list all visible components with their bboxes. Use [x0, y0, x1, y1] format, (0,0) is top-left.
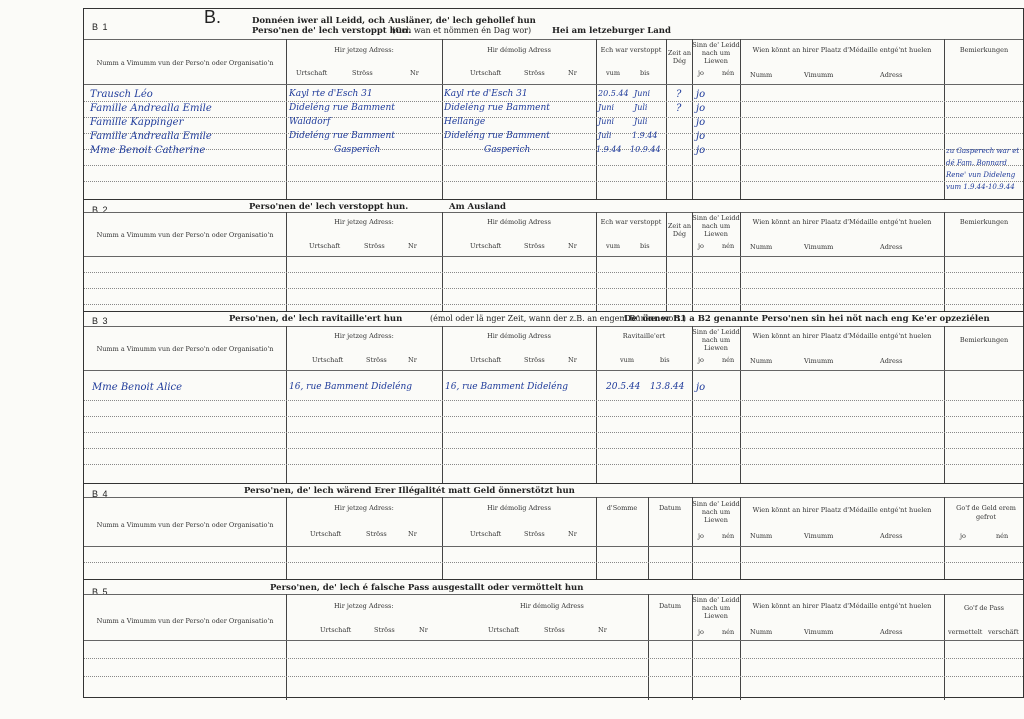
section-label: B 1	[92, 22, 109, 32]
yes-header: jo	[960, 532, 966, 540]
money-returned-header: Go'f de Geld erem gefrot	[956, 504, 1016, 521]
name-column-header: Numm a Vimumm vun der Perso'n oder Organisatio'n	[96, 59, 274, 67]
from-header: vum	[606, 69, 621, 77]
date-header: Datum	[658, 504, 682, 512]
section-b3	[84, 311, 1023, 483]
pass-header: Go'f de Pass	[963, 604, 1005, 612]
entry-to: Juli	[634, 103, 648, 112]
address-header: Adress	[880, 243, 903, 251]
first-name-header: Vimumm	[804, 357, 834, 365]
entry-former-address: Gasperich	[484, 145, 531, 155]
days-header: Zeit an Dég	[667, 49, 692, 65]
town-header: Urtschaft	[470, 69, 502, 77]
medal-header: Wien könnt an hirer Plaatz d'Médaille entgé'nt huelen	[752, 218, 932, 226]
number-header: Nr	[419, 626, 428, 634]
entry-from: Juli	[598, 131, 612, 140]
entry-from: 20.5.44	[598, 89, 629, 98]
section-label: B 4	[92, 489, 109, 499]
section-label: B 5	[92, 587, 109, 597]
entry-name: Mme Benoit Catherine	[90, 145, 206, 156]
last-name-header: Numm	[750, 71, 773, 79]
number-header: Nr	[568, 242, 577, 250]
entry-yes: jo	[696, 89, 706, 100]
address-header: Adress	[880, 71, 903, 79]
amount-header: d'Somme	[606, 504, 638, 512]
last-name-header: Numm	[750, 357, 773, 365]
entry-current-address: Gasperich	[334, 145, 381, 155]
entry-former-address: 16, rue Bamment Dideléng	[445, 382, 569, 392]
mediated-header: vermettelt	[948, 628, 983, 636]
remarks-header: Bemierkungen	[959, 218, 1009, 226]
entry-name: Famille Kappinger	[90, 117, 184, 128]
name-column-header: Numm a Vimumm vun der Perso'n oder Organisatio'n	[96, 617, 274, 625]
entry-yes: jo	[696, 382, 706, 393]
to-header: bis	[640, 69, 650, 77]
town-header: Urtschaft	[470, 242, 502, 250]
section-label: B 3	[92, 316, 109, 326]
yes-header: jo	[698, 628, 704, 636]
meaning-header: Sinn de' Leidd nach um Liewen	[692, 41, 740, 65]
last-name-header: Numm	[750, 628, 773, 636]
street-header: Ströss	[366, 530, 387, 538]
no-header: nén	[722, 242, 735, 250]
yes-header: jo	[698, 356, 704, 364]
current-address-header: Hir jetzeg Adress:	[334, 46, 394, 54]
current-address-header: Hir jetzeg Adress:	[334, 218, 394, 226]
name-column-header: Numm a Vimumm vun der Perso'n oder Organisatio'n	[96, 231, 274, 239]
street-header: Ströss	[352, 69, 373, 77]
meaning-header: Sinn de' Leidd nach um Liewen	[692, 328, 740, 352]
no-header: nén	[722, 628, 735, 636]
street-header: Ströss	[524, 530, 545, 538]
entry-yes: jo	[696, 117, 706, 128]
entry-yes: jo	[696, 131, 706, 142]
section-label: B 2	[92, 205, 109, 215]
number-header: Nr	[598, 626, 607, 634]
current-address-header: Hir jetzeg Adress:	[334, 504, 394, 512]
entry-days: ?	[676, 103, 682, 114]
section-subtitle: Perso'nen de' lech verstoppt hun.	[252, 26, 412, 36]
entry-to: 1.9.44	[632, 131, 658, 140]
meaning-header: Sinn de' Leidd nach um Liewen	[692, 596, 740, 620]
street-header: Ströss	[374, 626, 395, 634]
current-address-header: Hir jetzeg Adress:	[334, 332, 394, 340]
entry-name: Trausch Léo	[90, 89, 153, 100]
entry-former-address: Dideléng rue Bamment	[444, 103, 550, 113]
no-header: nén	[722, 69, 735, 77]
first-name-header: Vimumm	[804, 71, 834, 79]
entry-current-address: Walddorf	[289, 117, 331, 127]
meaning-header: Sinn de' Leidd nach um Liewen	[692, 500, 740, 524]
town-header: Urtschaft	[470, 530, 502, 538]
yes-header: jo	[698, 69, 704, 77]
entry-yes: jo	[696, 145, 706, 156]
entry-current-address: Kayl rte d'Esch 31	[289, 89, 373, 99]
former-address-header: Hir démolig Adress	[487, 46, 551, 54]
medal-header: Wien könnt an hirer Plaatz d'Médaille entgé'nt huelen	[752, 46, 932, 54]
entry-former-address: Dideléng rue Bamment	[444, 131, 550, 141]
section-b4	[84, 483, 1023, 579]
number-header: Nr	[408, 530, 417, 538]
no-header: nén	[722, 356, 735, 364]
street-header: Ströss	[524, 356, 545, 364]
number-header: Nr	[408, 242, 417, 250]
street-header: Ströss	[544, 626, 565, 634]
from-header: vum	[620, 356, 635, 364]
address-header: Adress	[880, 357, 903, 365]
procured-header: verschäft	[988, 628, 1019, 636]
town-header: Urtschaft	[488, 626, 520, 634]
medal-header: Wien könnt an hirer Plaatz d'Médaille entgé'nt huelen	[752, 506, 932, 514]
street-header: Ströss	[364, 242, 385, 250]
town-header: Urtschaft	[309, 242, 341, 250]
former-address-header: Hir démolig Adress	[487, 332, 551, 340]
section-title: Perso'nen de' lech verstoppt hun.	[249, 202, 409, 212]
street-header: Ströss	[366, 356, 387, 364]
section-location: Am Ausland	[449, 202, 506, 212]
from-header: vum	[606, 242, 621, 250]
entry-current-address: Dideléng rue Bamment	[289, 131, 395, 141]
entry-from: 1.9.44	[596, 145, 622, 154]
number-header: Nr	[568, 356, 577, 364]
town-header: Urtschaft	[470, 356, 502, 364]
current-address-header: Hir jetzeg Adress:	[334, 602, 394, 610]
town-header: Urtschaft	[296, 69, 328, 77]
meaning-header: Sinn de' Leidd nach um Liewen	[692, 214, 740, 238]
no-header: nén	[996, 532, 1009, 540]
section-location: Hei am letzeburger Land	[552, 26, 671, 36]
entry-days: ?	[676, 89, 682, 100]
name-column-header: Numm a Vimumm vun der Perso'n oder Organisatio'n	[96, 521, 274, 529]
first-name-header: Vimumm	[804, 628, 834, 636]
section-b5	[84, 579, 1023, 699]
last-name-header: Numm	[750, 532, 773, 540]
town-header: Urtschaft	[312, 356, 344, 364]
entry-from: Juni	[598, 103, 615, 112]
entry-to: 13.8.44	[650, 382, 685, 392]
section-title: Donnéen iwer all Leidd, och Ausläner, de' lech gehollef hun	[252, 16, 536, 26]
section-b1	[84, 9, 1023, 199]
street-header: Ströss	[524, 242, 545, 250]
days-header: Zeit an Dég	[667, 222, 692, 238]
yes-header: jo	[698, 242, 704, 250]
town-header: Urtschaft	[310, 530, 342, 538]
town-header: Urtschaft	[320, 626, 352, 634]
entry-yes: jo	[696, 103, 706, 114]
entry-name: Famille Andrealla Emile	[90, 103, 212, 114]
section-title: Perso'nen, de' lech é falsche Pass ausgestallt oder vermöttelt hun	[270, 583, 584, 593]
to-header: bis	[640, 242, 650, 250]
street-header: Ströss	[524, 69, 545, 77]
former-address-header: Hir démolig Adress	[487, 218, 551, 226]
number-header: Nr	[410, 69, 419, 77]
medal-header: Wien könnt an hirer Plaatz d'Médaille entgé'nt huelen	[752, 332, 932, 340]
hidden-header: Ech war verstoppt	[600, 218, 662, 226]
hidden-header: Ech war verstoppt	[600, 46, 662, 54]
medal-header: Wien könnt an hirer Plaatz d'Médaille entgé'nt huelen	[752, 602, 932, 610]
entry-current-address: Dideléng rue Bamment	[289, 103, 395, 113]
entry-name: Mme Benoit Alice	[92, 382, 183, 393]
entry-to: Juli	[634, 117, 648, 126]
entry-to: Juni	[634, 89, 651, 98]
to-header: bis	[660, 356, 670, 364]
former-address-header: Hir démolig Adress	[520, 602, 584, 610]
entry-from: 20.5.44	[606, 382, 641, 392]
first-name-header: Vimumm	[804, 532, 834, 540]
last-name-header: Numm	[750, 243, 773, 251]
supplied-header: Ravitaille'ert	[622, 332, 666, 340]
entry-current-address: 16, rue Bamment Dideléng	[289, 382, 413, 392]
yes-header: jo	[698, 532, 704, 540]
section-b2	[84, 199, 1023, 311]
section-letter: B.	[204, 7, 222, 27]
remarks-header: Bemierkungen	[959, 336, 1009, 344]
entry-former-address: Kayl rte d'Esch 31	[444, 89, 528, 99]
address-header: Adress	[880, 532, 903, 540]
entry-to: 10.9.44	[630, 145, 661, 154]
entry-remark: zu Gasperech war et dé Fam. Bonnard Rene' vun Dideleng vum 1.9.44-10.9.44	[946, 147, 1020, 191]
section-note: (Och wan et nömmen én Dag wor)	[392, 26, 532, 35]
address-header: Adress	[880, 628, 903, 636]
entry-former-address: Hellange	[444, 117, 486, 127]
number-header: Nr	[568, 69, 577, 77]
entry-from: Juni	[598, 117, 615, 126]
date-header: Datum	[658, 602, 682, 610]
entry-name: Famille Andrealla Emile	[90, 131, 212, 142]
section-title: Perso'nen, de' lech wärend Erer Illégalitét matt Geld önnerstötzt hun	[244, 486, 575, 496]
resistance-questionnaire-form	[83, 8, 1024, 698]
name-column-header: Numm a Vimumm vun der Perso'n oder Organisatio'n	[96, 345, 274, 353]
first-name-header: Vimumm	[804, 243, 834, 251]
number-header: Nr	[408, 356, 417, 364]
section-instruction: De' önner B1 a B2 genannte Perso'nen sin hei nöt nach eng Ke'er opzeziélen	[624, 314, 990, 324]
remarks-header: Bemierkungen	[959, 46, 1009, 54]
number-header: Nr	[568, 530, 577, 538]
no-header: nén	[722, 532, 735, 540]
section-note: (émol oder lä nger Zeit, wann der z.B. an engem Bunker wort.)	[430, 314, 687, 323]
section-title: Perso'nen, de' lech ravitaille'ert hun	[229, 314, 403, 324]
former-address-header: Hir démolig Adress	[487, 504, 551, 512]
